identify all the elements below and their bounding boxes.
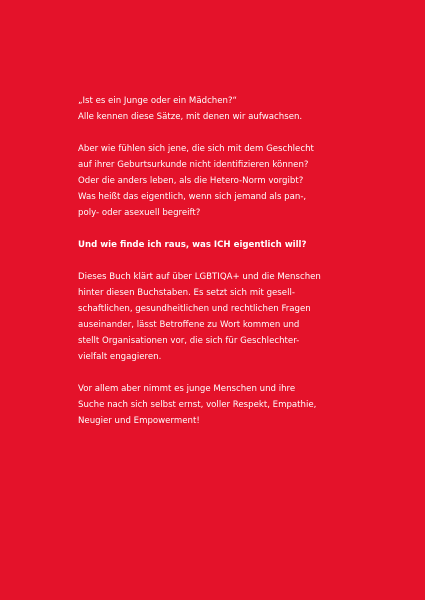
text-line: Neugier und Empowerment!: [78, 416, 200, 426]
text-line: „Ist es ein Junge oder ein Mädchen?“: [78, 96, 237, 106]
text-line: Oder die anders leben, als die Hetero-Norm vorgibt?: [78, 176, 304, 186]
text-line: poly- oder asexuell begreift?: [78, 208, 201, 218]
text-line: Und wie finde ich raus, was ICH eigentlich will?: [78, 240, 307, 250]
text-line: Vor allem aber nimmt es junge Menschen und ihre: [78, 384, 296, 394]
text-line: stellt Organisationen vor, die sich für Geschlechter-: [78, 336, 300, 346]
text-line: hinter diesen Buchstaben. Es setzt sich mit gesell-: [78, 288, 295, 298]
text-line: Aber wie fühlen sich jene, die sich mit dem Geschlecht: [78, 144, 314, 154]
text-line: auf ihrer Geburtsurkunde nicht identifizieren können?: [78, 160, 309, 170]
paragraph-book-description: [78, 269, 378, 365]
paragraph-intro-question: [78, 93, 378, 125]
paragraph-identity-questions: [78, 141, 378, 221]
text-line: vielfalt engagieren.: [78, 352, 162, 362]
text-line: schaftlichen, gesundheitlichen und rechtlichen Fragen: [78, 304, 311, 314]
text-line: Alle kennen diese Sätze, mit denen wir aufwachsen.: [78, 112, 303, 122]
text-line: auseinander, lässt Betroffene zu Wort kommen und: [78, 320, 300, 330]
text-line: Was heißt das eigentlich, wenn sich jemand als pan-,: [78, 192, 307, 202]
blurb-text: [78, 93, 378, 445]
paragraph-closing: [78, 381, 378, 429]
text-line: Dieses Buch klärt auf über LGBTIQA+ und die Menschen: [78, 272, 321, 282]
paragraph-key-question: [78, 237, 378, 253]
text-line: Suche nach sich selbst ernst, voller Respekt, Empathie,: [78, 400, 317, 410]
